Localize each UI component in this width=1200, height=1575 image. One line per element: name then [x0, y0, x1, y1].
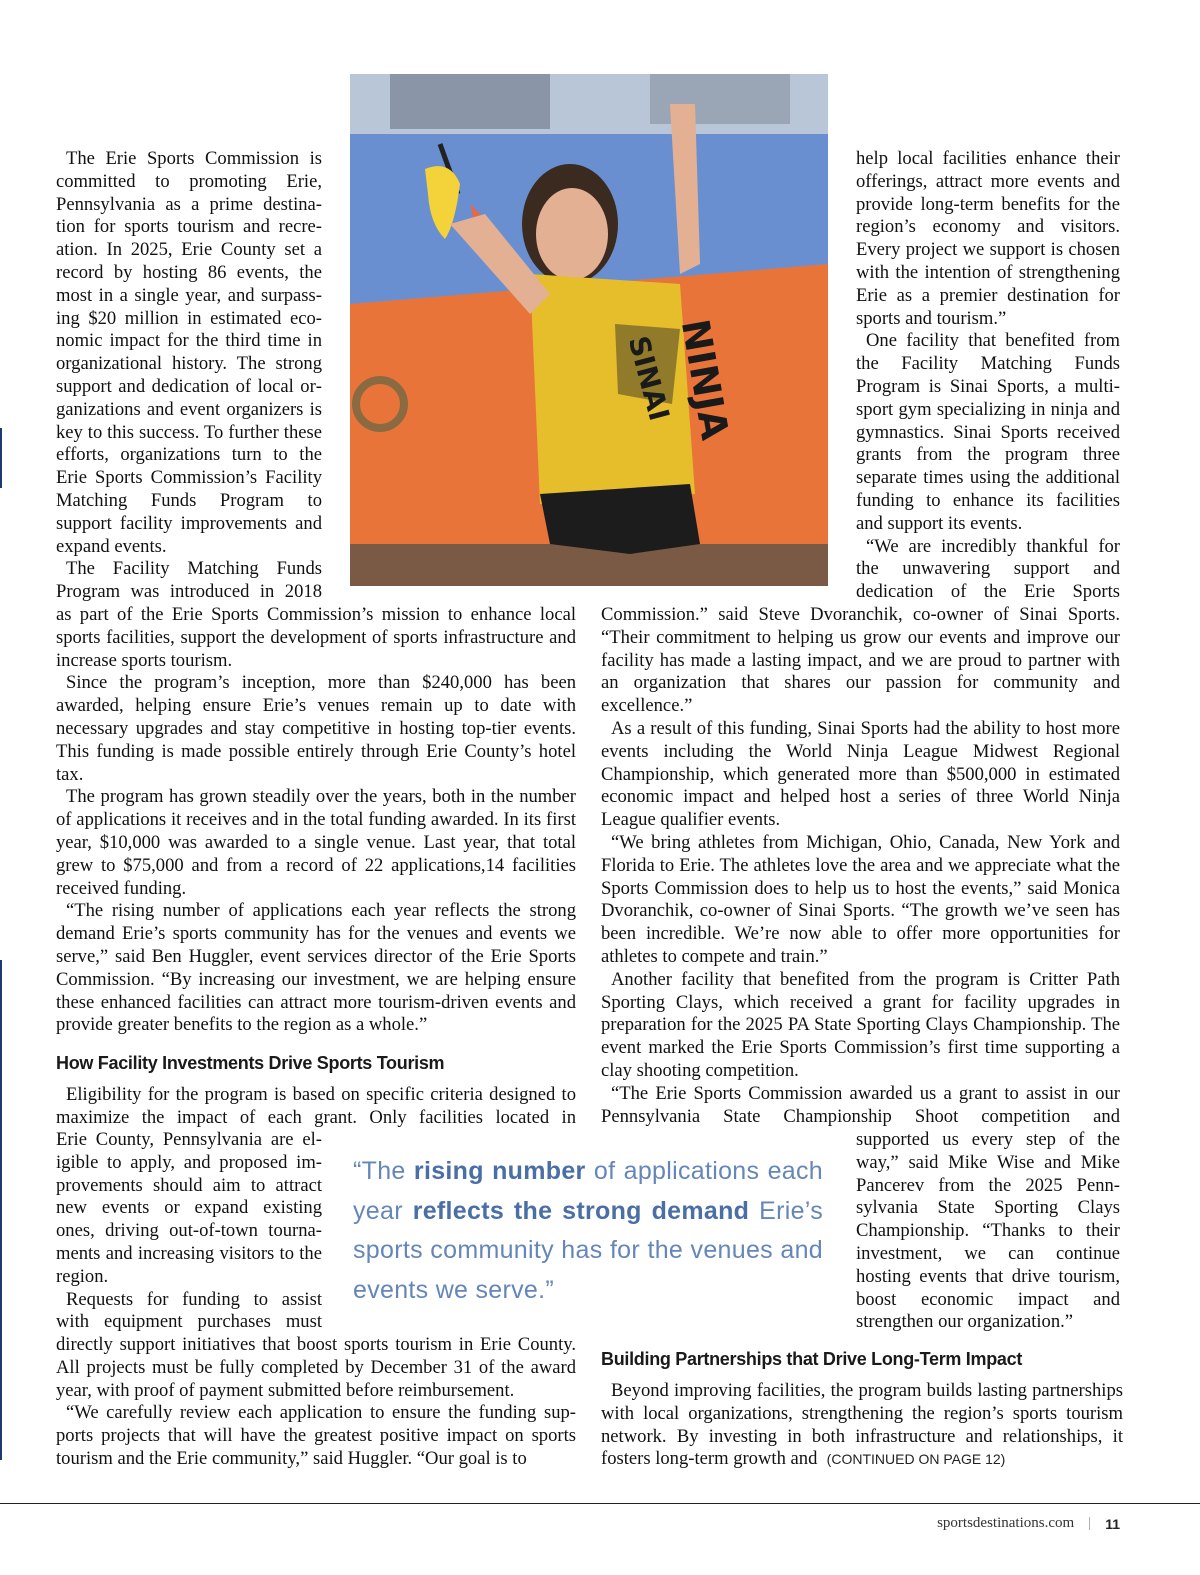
pull-quote-text-1: of applications each year [353, 1157, 823, 1225]
right-bottom-block [601, 1380, 1123, 1471]
article-photo [350, 74, 828, 586]
right-main-block [601, 604, 1120, 1128]
right-paragraph-2: One facility that benefited from the Facility Matching Funds Program is Sinai Sports, a multi-sport gym specializing in ninja and gymnastics. Sinai Sports received grants from the program three separate times using the additional funding to enhance its facilities and support its events. [856, 330, 1120, 534]
left-bottom-block [56, 1334, 576, 1471]
right-top-block [856, 148, 1120, 604]
right-paragraph-3b: Commission.” said Steve Dvoranchik, co-owner of Sinai Sports. “Their commitment to helping us grow our events and improve our facility has made a lasting impact, and we are proud to partner with an organization that shares our passion for community and excellence.” [601, 604, 1120, 717]
shirt-text-ninja: NINJA [672, 315, 738, 444]
left-paragraph-1: The Erie Sports Commission is committed to promoting Erie, Pennsylvania as a prime destination for sports tourism and recreation. In 2025, Erie County set a record by hosting 86 events, the most in a single year, and surpassing $20 million in estimated economic impact for the third time in organizational history. The strong support and dedication of local organizations and event organizers is key to this success. To further these efforts, organizations turn to the Erie Sports Commission’s Facility Matching Funds Program to support facility improvements and expand events. [56, 148, 322, 557]
right-paragraph-6: Another facility that benefited from the program is Critter Path Sporting Clays, which received a grant for facility upgrades in preparation for the 2025 PA State Sporting Clays Championship. The event marked the Erie Sports Commission’s first time supporting a clay shooting competition. [601, 968, 1120, 1081]
footer-site[interactable]: sportsdestinations.com [937, 1515, 1075, 1531]
left-paragraph-2b: as part of the Erie Sports Commission’s mission to enhance local sports facilities, support the development of sports infrastructure and increase sports tourism. [56, 604, 576, 671]
pull-quote-emphasis-2: reflects the strong demand [412, 1196, 750, 1225]
left-paragraph-7b: directly support initiatives that boost sports tourism in Erie County. All projects must be fully completed by December 31 of the award year, with proof of payment submitted before reimbursement. [56, 1334, 576, 1401]
right-paragraph-1: help local facilities enhance their offerings, attract more events and provide long-term benefits for the region’s economy and visitors. Every project we support is chosen with the intention of strengthening Erie as a premier destination for sports and tourism.” [856, 148, 1120, 329]
left-section-heading: How Facility Investments Drive Sports Tourism [56, 1053, 445, 1073]
left-narrow-block [56, 1129, 322, 1334]
edge-mark-top [0, 428, 2, 488]
right-paragraph-7a: “The Erie Sports Commission awarded us a grant to assist in our Pennsylvania State Championship Shoot competition and [601, 1082, 1120, 1127]
left-paragraph-4: The program has grown steadily over the years, both in the number of applications it receives and in the total funding awarded. In its first year, $10,000 was awarded to a single venue. Last year, that total grew to $75,000 and from a record of 22 applications,14 facilities received funding. [56, 786, 576, 899]
page-number: 11 [1105, 1515, 1120, 1532]
left-intro-block [56, 148, 322, 604]
left-paragraph-8: “We carefully review each application to ensure the funding supports projects that will have the greatest positive impact on sports tourism and the Erie community,” said Huggler. “Our goal is to [56, 1402, 576, 1469]
left-paragraph-7a: Requests for funding to assist with equipment purchases must [56, 1288, 322, 1333]
left-eligibility-block [56, 1084, 576, 1130]
pull-quote-open: “The [353, 1157, 414, 1185]
edge-mark-bottom [0, 960, 2, 1460]
right-paragraph-8-text: Beyond improving facilities, the program builds lasting partnerships with local organizations, strengthening the region’s sports tourism network. By investing in both infrastructure and relationships, it fosters long-term growth and [601, 1380, 1123, 1470]
right-paragraph-7b: supported us every step of the way,” said Mike Wise and Mike Pancerev from the 2025 Pennsylvania State Sporting Clays Championship. “Thanks to their investment, we can continue hosting events that drive tourism, boost economic impact and strengthen our organization.” [856, 1129, 1120, 1333]
left-paragraph-2a: The Facility Matching Funds Program was introduced in 2018 [56, 558, 322, 603]
footer-separator: | [1088, 1515, 1092, 1531]
left-main-block [56, 604, 576, 1037]
continued-note[interactable]: (CONTINUED ON PAGE 12) [826, 1451, 1006, 1468]
right-paragraph-8 [601, 1380, 1123, 1471]
right-paragraph-4: As a result of this funding, Sinai Sports had the ability to host more events including the World Ninja League Midwest Regional Championship, which generated more than $500,000 in estimated economic impact and helped host a series of three World Ninja League qualifier events. [601, 717, 1120, 831]
footer-rule [0, 1503, 1200, 1504]
right-narrow-bottom-block [856, 1129, 1120, 1334]
left-paragraph-6a: Eligibility for the program is based on specific criteria designed to maximize the impact of each grant. Only facilities located in [56, 1084, 576, 1128]
left-paragraph-5: “The rising number of applications each year reflects the strong demand Erie’s sports community has for the venues and events we serve,” said Ben Huggler, event services director of the Erie Sports Commission. “By increasing our investment, we are helping ensure these enhanced facilities can attract more tourism-driven events and provide greater benefits to the region as a whole.” [56, 900, 576, 1036]
left-paragraph-3: Since the program’s inception, more than $240,000 has been awarded, helping ensure Erie’s venues remain up to date with necessary upgrades and stay competitive in hosting top-tier events. This funding is made possible entirely through Erie County’s hotel tax. [56, 672, 576, 785]
right-section-heading: Building Partnerships that Drive Long-Term Impact [601, 1349, 1023, 1369]
page-footer [937, 1515, 1120, 1532]
right-paragraph-3a: “We are incredibly thankful for the unwavering support and dedication of the Erie Sports [856, 535, 1120, 603]
right-paragraph-5: “We bring athletes from Michigan, Ohio, Canada, New York and Florida to Erie. The athletes love the area and we appreciate what the Sports Commission does to help us to host the events,” said Monica Dvoranchik, co-owner of Sinai Sports. “The growth we’ve seen has been incredible. We’re now able to offer more opportunities for athletes to compete and train.” [601, 831, 1120, 967]
pull-quote-text-2: Erie’s sports community has for the venues and events we serve.” [353, 1196, 823, 1304]
pull-quote [353, 1152, 823, 1310]
pull-quote-emphasis-1: rising number [413, 1157, 586, 1185]
shirt-text-sinai: SINAI [621, 332, 676, 425]
left-paragraph-6b: Erie County, Pennsylvania are eligible to apply, and proposed improvements should aim to attract new events or expand existing ones, driving out-of-town tournaments and increasing visitors to the region. [56, 1129, 322, 1287]
